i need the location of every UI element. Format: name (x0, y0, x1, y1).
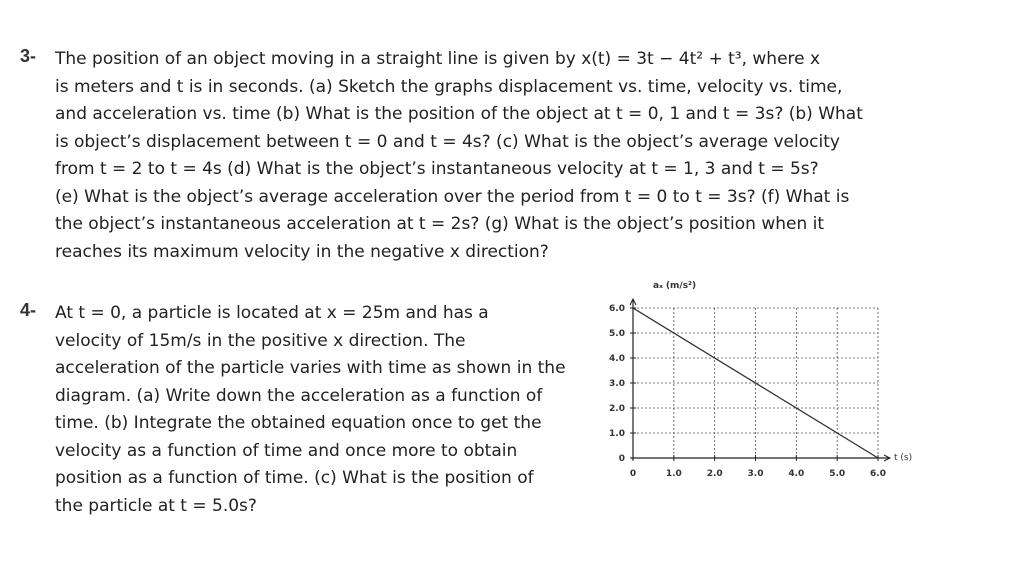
chart-ticks (609, 304, 886, 479)
problem-3-text (55, 46, 898, 266)
y-tick-label: 5.0 (609, 329, 625, 339)
y-tick-label: 6.0 (609, 304, 625, 314)
problem-3-line: and acceleration vs. time (b) What is the position of the object at t = 0, 1 and t = 3s? (b) What (55, 104, 863, 124)
y-tick-label: 2.0 (609, 404, 625, 414)
problem-3-line: (e) What is the object’s average acceleration over the period from t = 0 to t = 3s? (f) What is (55, 186, 850, 207)
problem-3-line: is meters and t is in seconds. (a) Sketch the graphs displacement vs. time, velocity vs. time, (55, 76, 843, 97)
problem-3-line: reaches its maximum velocity in the negative x direction? (55, 241, 549, 262)
problem-4-line: time. (b) Integrate the obtained equation once to get the (55, 413, 542, 433)
x-tick-label: 6.0 (870, 469, 886, 479)
x-tick-label: 3.0 (747, 469, 764, 479)
x-tick-label: 0 (629, 469, 637, 479)
problem-4-number: 4- (20, 300, 37, 320)
acceleration-chart (596, 276, 932, 488)
problem-3-line: from t = 2 to t = 4s (d) What is the object’s instantaneous velocity at t = 1, 3 and t = 5s? (55, 159, 819, 179)
y-axis-label: aₓ (m/s²) (653, 281, 697, 291)
problem-4-line: position as a function of time. (c) What is the position of (55, 468, 534, 488)
problem-4-line: the particle at t = 5.0s? (55, 495, 257, 516)
problem-4-line: velocity of 15m/s in the positive x direction. The (55, 330, 466, 351)
y-tick-label: 3.0 (609, 379, 625, 389)
problem-4-line: At t = 0, a particle is located at x = 25m and has a (55, 303, 489, 323)
problem-3-line: The position of an object moving in a straight line is given by x(t) = 3t − 4t² + t³, where x (55, 49, 821, 69)
x-tick-label: 5.0 (829, 469, 846, 479)
x-tick-label: 4.0 (788, 469, 805, 479)
problem-4-line: diagram. (a) Write down the acceleration as a function of (55, 385, 543, 406)
problem-4-line: acceleration of the particle varies with time as shown in the (55, 358, 566, 378)
chart-axes (630, 299, 890, 461)
problem-3-line: the object’s instantaneous acceleration at t = 2s? (g) What is the object’s position when it (55, 214, 825, 234)
problem-4-text (55, 300, 586, 520)
y-tick-label: 0 (618, 454, 625, 464)
problem-4-line: velocity as a function of time and once more to obtain (55, 440, 518, 461)
problem-3-number: 3- (20, 46, 37, 66)
x-axis-label: t (s) (894, 453, 913, 463)
y-tick-label: 1.0 (609, 429, 625, 439)
x-tick-label: 2.0 (706, 469, 723, 479)
problem-3-line: is object’s displacement between t = 0 and t = 4s? (c) What is the object’s average velocity (55, 131, 840, 152)
x-tick-label: 1.0 (665, 469, 682, 479)
y-tick-label: 4.0 (609, 354, 625, 364)
